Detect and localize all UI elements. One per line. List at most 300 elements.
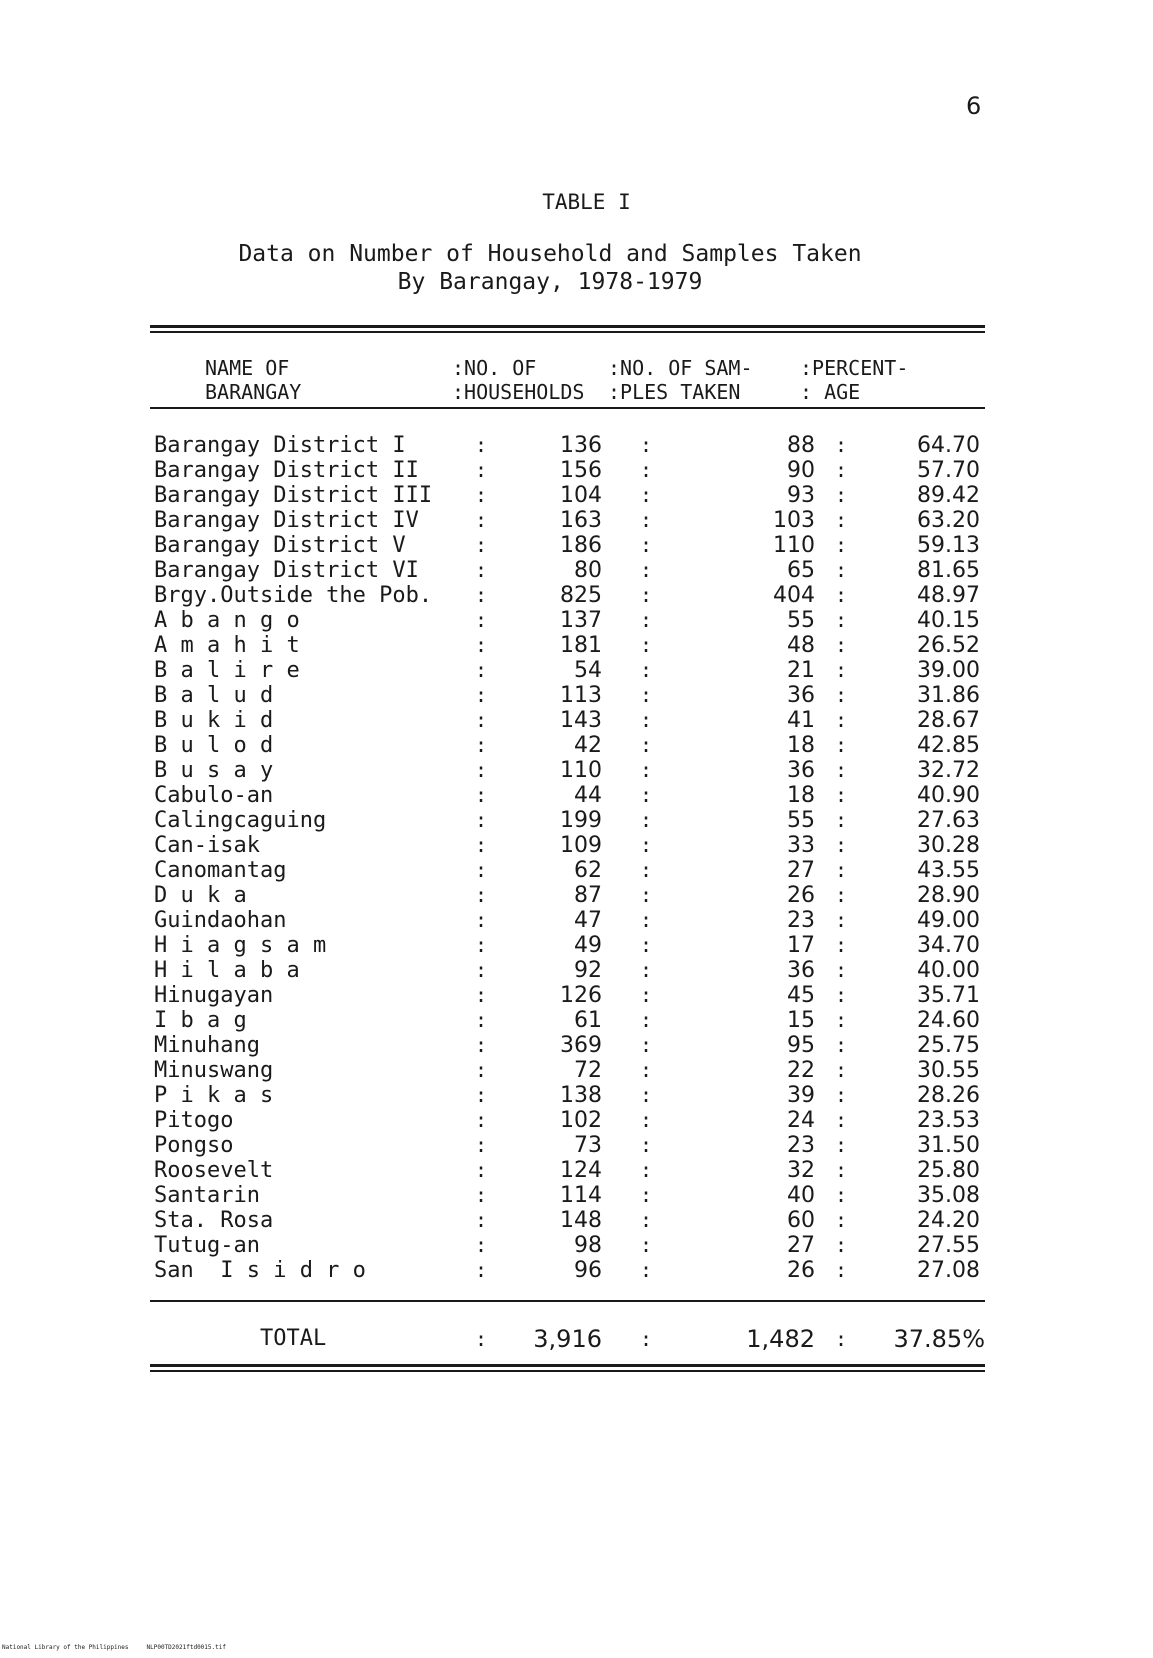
- separator: :: [475, 1208, 488, 1232]
- percentage-value: 40.90: [917, 783, 980, 808]
- table-row: [150, 908, 985, 933]
- table-row: [150, 1108, 985, 1133]
- barangay-name: Roosevelt: [154, 1158, 274, 1183]
- separator: :: [475, 608, 488, 632]
- header-name-line-1: NAME OF: [205, 356, 290, 380]
- samples-value: 22: [787, 1058, 815, 1083]
- percentage-value: 43.55: [917, 858, 980, 883]
- separator: :: [835, 1158, 848, 1182]
- separator: :: [640, 533, 653, 557]
- separator: :: [640, 1083, 653, 1107]
- households-value: 80: [574, 558, 602, 583]
- separator: :: [640, 883, 653, 907]
- total-row: [150, 1324, 985, 1354]
- separator: :: [475, 1258, 488, 1282]
- barangay-name: Barangay District IV: [154, 508, 419, 533]
- households-value: 44: [574, 783, 602, 808]
- percentage-value: 27.08: [917, 1258, 980, 1283]
- samples-value: 90: [787, 458, 815, 483]
- separator: :: [640, 433, 653, 457]
- samples-value: 41: [787, 708, 815, 733]
- percentage-value: 89.42: [917, 483, 980, 508]
- barangay-name: B a l u d: [154, 683, 274, 708]
- header-percentage-line-1: :PERCENT-: [800, 356, 909, 380]
- percentage-value: 31.50: [917, 1133, 980, 1158]
- separator: :: [835, 458, 848, 482]
- table-row: [150, 1133, 985, 1158]
- percentage-value: 40.15: [917, 608, 980, 633]
- separator: :: [475, 633, 488, 657]
- separator: :: [640, 1327, 653, 1351]
- households-value: 163: [560, 508, 602, 533]
- barangay-name: I b a g: [154, 1008, 247, 1033]
- separator: :: [475, 433, 488, 457]
- separator: :: [475, 733, 488, 757]
- barangay-name: Pongso: [154, 1133, 234, 1158]
- separator: :: [475, 883, 488, 907]
- table-row: [150, 558, 985, 583]
- table-row: [150, 808, 985, 833]
- barangay-name: Cabulo-an: [154, 783, 274, 808]
- barangay-name: Can-isak: [154, 833, 260, 858]
- households-value: 148: [560, 1208, 602, 1233]
- archive-footer: National Library of the Philippines NLP00TD2021ftd0015.tif: [2, 1644, 226, 1651]
- separator: :: [640, 808, 653, 832]
- total-label: TOTAL: [260, 1326, 327, 1351]
- separator: :: [475, 1183, 488, 1207]
- table-row: [150, 1233, 985, 1258]
- table-row: [150, 883, 985, 908]
- separator: :: [835, 483, 848, 507]
- separator: :: [640, 658, 653, 682]
- barangay-name: H i l a b a: [154, 958, 300, 983]
- separator: :: [835, 433, 848, 457]
- samples-value: 21: [787, 658, 815, 683]
- separator: :: [835, 958, 848, 982]
- separator: :: [475, 508, 488, 532]
- samples-value: 65: [787, 558, 815, 583]
- separator: :: [640, 983, 653, 1007]
- percentage-value: 23.53: [917, 1108, 980, 1133]
- percentage-value: 49.00: [917, 908, 980, 933]
- separator: :: [640, 1258, 653, 1282]
- separator: :: [640, 708, 653, 732]
- households-value: 98: [574, 1233, 602, 1258]
- separator: :: [640, 558, 653, 582]
- table-row: [150, 433, 985, 458]
- separator: :: [475, 1327, 488, 1351]
- table-body: [150, 433, 985, 1283]
- separator: :: [640, 683, 653, 707]
- header-households-line-1: :NO. OF: [452, 356, 537, 380]
- table-row: [150, 708, 985, 733]
- table-row: [150, 1058, 985, 1083]
- separator: :: [835, 908, 848, 932]
- separator: :: [475, 1158, 488, 1182]
- barangay-name: Brgy.Outside the Pob.: [154, 583, 433, 608]
- households-value: 87: [574, 883, 602, 908]
- table-row: [150, 533, 985, 558]
- households-value: 124: [560, 1158, 602, 1183]
- samples-value: 45: [787, 983, 815, 1008]
- table-row: [150, 758, 985, 783]
- percentage-value: 64.70: [917, 433, 980, 458]
- barangay-name: Canomantag: [154, 858, 287, 883]
- barangay-name: A m a h i t: [154, 633, 300, 658]
- barangay-name: B u l o d: [154, 733, 274, 758]
- samples-value: 23: [787, 908, 815, 933]
- households-value: 61: [574, 1008, 602, 1033]
- barangay-name: Pitogo: [154, 1108, 234, 1133]
- samples-value: 95: [787, 1033, 815, 1058]
- households-value: 143: [560, 708, 602, 733]
- header-samples-line-2: :PLES TAKEN: [608, 380, 741, 404]
- separator: :: [475, 908, 488, 932]
- households-value: 136: [560, 433, 602, 458]
- households-value: 96: [574, 1258, 602, 1283]
- percentage-value: 28.90: [917, 883, 980, 908]
- households-value: 137: [560, 608, 602, 633]
- households-value: 825: [560, 583, 602, 608]
- separator: :: [640, 1233, 653, 1257]
- samples-value: 93: [787, 483, 815, 508]
- separator: :: [475, 558, 488, 582]
- separator: :: [835, 1183, 848, 1207]
- separator: :: [475, 658, 488, 682]
- separator: :: [640, 958, 653, 982]
- households-value: 138: [560, 1083, 602, 1108]
- separator: :: [835, 808, 848, 832]
- separator: :: [835, 558, 848, 582]
- table-row: [150, 1083, 985, 1108]
- header-rule: [150, 407, 985, 409]
- separator: :: [640, 583, 653, 607]
- separator: :: [640, 458, 653, 482]
- table-row: [150, 483, 985, 508]
- separator: :: [835, 983, 848, 1007]
- header-name: [205, 356, 301, 404]
- separator: :: [640, 858, 653, 882]
- separator: :: [835, 1327, 848, 1351]
- separator: :: [640, 783, 653, 807]
- separator: :: [640, 933, 653, 957]
- separator: :: [475, 533, 488, 557]
- table-row: [150, 1258, 985, 1283]
- samples-value: 110: [773, 533, 815, 558]
- separator: :: [835, 783, 848, 807]
- households-value: 186: [560, 533, 602, 558]
- bottom-double-rule-2: [150, 1370, 985, 1372]
- separator: :: [640, 1008, 653, 1032]
- separator: :: [835, 1083, 848, 1107]
- percentage-value: 42.85: [917, 733, 980, 758]
- barangay-name: Guindaohan: [154, 908, 287, 933]
- samples-value: 26: [787, 1258, 815, 1283]
- separator: :: [475, 783, 488, 807]
- samples-value: 103: [773, 508, 815, 533]
- separator: :: [475, 583, 488, 607]
- samples-value: 32: [787, 1158, 815, 1183]
- title-line-2: By Barangay, 1978-1979: [397, 269, 703, 295]
- separator: :: [835, 583, 848, 607]
- households-value: 72: [574, 1058, 602, 1083]
- percentage-value: 24.20: [917, 1208, 980, 1233]
- percentage-value: 31.86: [917, 683, 980, 708]
- table-row: [150, 958, 985, 983]
- barangay-name: Barangay District III: [154, 483, 433, 508]
- separator: :: [835, 508, 848, 532]
- table-row: [150, 608, 985, 633]
- top-double-rule-2: [150, 331, 985, 333]
- barangay-name: Barangay District II: [154, 458, 419, 483]
- table-row: [150, 658, 985, 683]
- percentage-value: 28.26: [917, 1083, 980, 1108]
- samples-value: 23: [787, 1133, 815, 1158]
- separator: :: [475, 458, 488, 482]
- total-samples: 1,482: [746, 1325, 815, 1353]
- separator: :: [475, 758, 488, 782]
- separator: :: [475, 483, 488, 507]
- percentage-value: 59.13: [917, 533, 980, 558]
- title-line-1: Data on Number of Household and Samples Taken: [238, 241, 862, 267]
- separator: :: [475, 1133, 488, 1157]
- samples-value: 48: [787, 633, 815, 658]
- separator: :: [835, 1033, 848, 1057]
- separator: :: [475, 933, 488, 957]
- separator: :: [475, 1083, 488, 1107]
- separator: :: [640, 1058, 653, 1082]
- samples-value: 36: [787, 758, 815, 783]
- barangay-name: San I s i d r o: [154, 1258, 366, 1283]
- percentage-value: 48.97: [917, 583, 980, 608]
- percentage-value: 32.72: [917, 758, 980, 783]
- table-row: [150, 1183, 985, 1208]
- separator: :: [835, 833, 848, 857]
- samples-value: 27: [787, 858, 815, 883]
- percentage-value: 40.00: [917, 958, 980, 983]
- households-value: 47: [574, 908, 602, 933]
- table-row: [150, 583, 985, 608]
- separator: :: [475, 858, 488, 882]
- total-percentage: 37.85%: [893, 1325, 985, 1353]
- percentage-value: 30.28: [917, 833, 980, 858]
- barangay-name: Tutug-an: [154, 1233, 260, 1258]
- table-row: [150, 633, 985, 658]
- percentage-value: 35.08: [917, 1183, 980, 1208]
- separator: :: [640, 483, 653, 507]
- separator: :: [835, 708, 848, 732]
- barangay-name: Barangay District VI: [154, 558, 419, 583]
- samples-value: 55: [787, 808, 815, 833]
- table-row: [150, 1008, 985, 1033]
- barangay-name: Calingcaguing: [154, 808, 327, 833]
- separator: :: [835, 858, 848, 882]
- separator: :: [475, 708, 488, 732]
- households-value: 42: [574, 733, 602, 758]
- separator: :: [475, 683, 488, 707]
- barangay-name: B u s a y: [154, 758, 274, 783]
- separator: :: [640, 1033, 653, 1057]
- separator: :: [835, 733, 848, 757]
- separator: :: [640, 758, 653, 782]
- separator: :: [835, 1208, 848, 1232]
- households-value: 102: [560, 1108, 602, 1133]
- header-name-line-2: BARANGAY: [205, 380, 302, 404]
- barangay-name: P i k a s: [154, 1083, 274, 1108]
- separator: :: [640, 1208, 653, 1232]
- separator: :: [475, 1108, 488, 1132]
- separator: :: [835, 1008, 848, 1032]
- samples-value: 40: [787, 1183, 815, 1208]
- percentage-value: 81.65: [917, 558, 980, 583]
- separator: :: [640, 508, 653, 532]
- households-value: 181: [560, 633, 602, 658]
- samples-value: 36: [787, 958, 815, 983]
- samples-value: 39: [787, 1083, 815, 1108]
- barangay-name: Barangay District I: [154, 433, 406, 458]
- households-value: 73: [574, 1133, 602, 1158]
- separator: :: [835, 1108, 848, 1132]
- percentage-value: 27.55: [917, 1233, 980, 1258]
- samples-value: 17: [787, 933, 815, 958]
- households-value: 54: [574, 658, 602, 683]
- households-value: 199: [560, 808, 602, 833]
- table-row: [150, 733, 985, 758]
- barangay-name: B u k i d: [154, 708, 274, 733]
- households-value: 113: [560, 683, 602, 708]
- percentage-value: 26.52: [917, 633, 980, 658]
- separator: :: [475, 808, 488, 832]
- separator: :: [640, 833, 653, 857]
- households-value: 109: [560, 833, 602, 858]
- table-row: [150, 1158, 985, 1183]
- percentage-value: 25.80: [917, 1158, 980, 1183]
- samples-value: 36: [787, 683, 815, 708]
- separator: :: [835, 633, 848, 657]
- samples-value: 55: [787, 608, 815, 633]
- separator: :: [640, 1108, 653, 1132]
- percentage-value: 30.55: [917, 1058, 980, 1083]
- barangay-name: Sta. Rosa: [154, 1208, 274, 1233]
- barangay-name: Santarin: [154, 1183, 260, 1208]
- samples-value: 18: [787, 733, 815, 758]
- samples-value: 88: [787, 433, 815, 458]
- households-value: 92: [574, 958, 602, 983]
- samples-value: 15: [787, 1008, 815, 1033]
- total-rule: [150, 1300, 985, 1302]
- table-row: [150, 833, 985, 858]
- separator: :: [835, 758, 848, 782]
- percentage-value: 25.75: [917, 1033, 980, 1058]
- table-row: [150, 983, 985, 1008]
- header-households: [452, 356, 584, 404]
- header-samples-line-1: :NO. OF SAM-: [608, 356, 753, 380]
- percentage-value: 24.60: [917, 1008, 980, 1033]
- table-row: [150, 683, 985, 708]
- samples-value: 404: [773, 583, 815, 608]
- separator: :: [640, 633, 653, 657]
- separator: :: [835, 1258, 848, 1282]
- separator: :: [835, 1233, 848, 1257]
- percentage-value: 63.20: [917, 508, 980, 533]
- separator: :: [835, 933, 848, 957]
- table-row: [150, 458, 985, 483]
- households-value: 110: [560, 758, 602, 783]
- separator: :: [475, 1058, 488, 1082]
- table-row: [150, 1033, 985, 1058]
- samples-value: 27: [787, 1233, 815, 1258]
- header-percentage: [800, 356, 908, 404]
- samples-value: 26: [787, 883, 815, 908]
- samples-value: 18: [787, 783, 815, 808]
- barangay-name: B a l i r e: [154, 658, 300, 683]
- separator: :: [835, 883, 848, 907]
- households-value: 114: [560, 1183, 602, 1208]
- samples-value: 60: [787, 1208, 815, 1233]
- percentage-value: 35.71: [917, 983, 980, 1008]
- barangay-name: Barangay District V: [154, 533, 406, 558]
- barangay-name: Hinugayan: [154, 983, 274, 1008]
- barangay-name: Minuhang: [154, 1033, 260, 1058]
- separator: :: [475, 833, 488, 857]
- separator: :: [835, 1058, 848, 1082]
- households-value: 104: [560, 483, 602, 508]
- samples-value: 33: [787, 833, 815, 858]
- separator: :: [475, 1033, 488, 1057]
- page-number: 6: [966, 92, 982, 120]
- table-row: [150, 858, 985, 883]
- households-value: 49: [574, 933, 602, 958]
- households-value: 126: [560, 983, 602, 1008]
- percentage-value: 27.63: [917, 808, 980, 833]
- table-title: [0, 240, 1100, 296]
- total-households: 3,916: [533, 1325, 602, 1353]
- separator: :: [640, 1183, 653, 1207]
- barangay-name: Minuswang: [154, 1058, 274, 1083]
- households-value: 62: [574, 858, 602, 883]
- barangay-name: D u k a: [154, 883, 247, 908]
- separator: :: [640, 1133, 653, 1157]
- table-label: TABLE I: [542, 190, 631, 214]
- separator: :: [475, 1008, 488, 1032]
- table-row: [150, 783, 985, 808]
- separator: :: [835, 1133, 848, 1157]
- percentage-value: 28.67: [917, 708, 980, 733]
- separator: :: [835, 608, 848, 632]
- separator: :: [835, 533, 848, 557]
- header-samples: [608, 356, 753, 404]
- separator: :: [640, 1158, 653, 1182]
- percentage-value: 57.70: [917, 458, 980, 483]
- barangay-name: H i a g s a m: [154, 933, 327, 958]
- separator: :: [640, 908, 653, 932]
- separator: :: [835, 683, 848, 707]
- separator: :: [835, 658, 848, 682]
- barangay-name: A b a n g o: [154, 608, 300, 633]
- percentage-value: 39.00: [917, 658, 980, 683]
- table-row: [150, 933, 985, 958]
- separator: :: [640, 733, 653, 757]
- header-percentage-line-2: : AGE: [800, 380, 861, 404]
- households-value: 156: [560, 458, 602, 483]
- table-row: [150, 1208, 985, 1233]
- separator: :: [475, 983, 488, 1007]
- separator: :: [640, 608, 653, 632]
- percentage-value: 34.70: [917, 933, 980, 958]
- households-value: 369: [560, 1033, 602, 1058]
- bottom-double-rule-1: [150, 1364, 985, 1367]
- header-households-line-2: :HOUSEHOLDS: [452, 380, 585, 404]
